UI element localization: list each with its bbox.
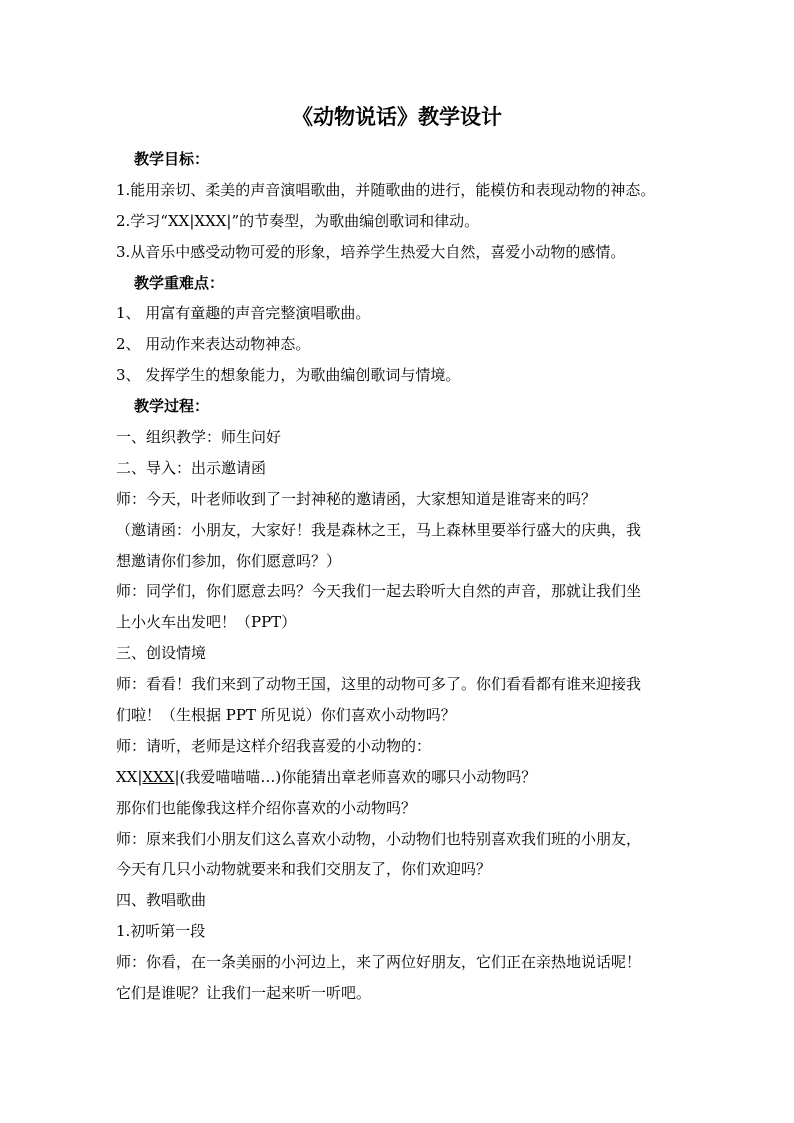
objective-item: 1.能用亲切、柔美的声音演唱歌曲，并随歌曲的进行，能模仿和表现动物的神态。 [116, 180, 656, 199]
paragraph-line: 师：原来我们小朋友们这么喜欢小动物，小动物们也特别喜欢我们班的小朋友， [116, 829, 642, 848]
key-point-item: 1、 用富有童趣的声音完整演唱歌曲。 [116, 304, 371, 323]
paragraph-line: 上小火车出发吧！（PPT） [116, 613, 297, 632]
process-heading: 教学过程： [134, 397, 210, 416]
rhythm-part: XX| [116, 767, 143, 786]
rhythm-line [116, 762, 686, 793]
paragraph-line: 想邀请你们参加，你们愿意吗？） [116, 551, 342, 570]
key-points-heading: 教学重难点： [134, 273, 225, 292]
paragraph-line: 师：看看！我们来到了动物王国，这里的动物可多了。你们看看都有谁来迎接我 [116, 675, 642, 694]
section-heading: 四、教唱歌曲 [116, 891, 207, 910]
paragraph-line: 它们是谁呢？让我们一起来听一听吧。 [116, 984, 372, 1003]
rhythm-underlined: XXX [142, 767, 175, 786]
key-point-item: 3、 发挥学生的想象能力，为歌曲编创歌词与情境。 [116, 366, 461, 385]
key-point-item: 2、 用动作来表达动物神态。 [116, 335, 311, 354]
paragraph-line: 们啦！（生根据 PPT 所见说）你们喜欢小动物吗？ [116, 706, 456, 725]
rhythm-part: |(我爱喵喵喵…)你能猜出章老师喜欢的哪只小动物吗？ [174, 767, 537, 786]
objectives-heading: 教学目标： [134, 150, 210, 168]
subsection-heading: 1.初听第一段 [116, 922, 206, 941]
section-heading: 二、导入：出示邀请函 [116, 458, 267, 477]
paragraph-line: 师：同学们，你们愿意去吗？今天我们一起去聆听大自然的声音，那就让我们坐 [116, 582, 642, 601]
paragraph-line: 今天有几只小动物就要来和我们交朋友了，你们欢迎吗？ [116, 860, 492, 879]
section-heading: 一、组织教学：师生问好 [116, 428, 282, 447]
document-body [116, 144, 686, 1009]
paragraph-line: 师：你看，在一条美丽的小河边上，来了两位好朋友，它们正在亲热地说话呢！ [116, 953, 642, 972]
paragraph-line: 师：请听，老师是这样介绍我喜爱的小动物的： [116, 736, 432, 755]
paragraph-line: （邀请函：小朋友，大家好！我是森林之王，马上森林里要举行盛大的庆典，我 [116, 520, 642, 539]
paragraph-line: 师：今天，叶老师收到了一封神秘的邀请函，大家想知道是谁寄来的吗？ [116, 489, 597, 508]
document-title: 《动物说话》教学设计 [292, 104, 502, 129]
section-heading: 三、创设情境 [116, 644, 207, 663]
objective-item: 3.从音乐中感受动物可爱的形象，培养学生热爱大自然，喜爱小动物的感情。 [116, 242, 626, 261]
paragraph-line: 那你们也能像我这样介绍你喜欢的小动物吗？ [116, 798, 417, 817]
objective-item: 2.学习“XX|XXX|”的节奏型，为歌曲编创歌词和律动。 [116, 211, 480, 230]
